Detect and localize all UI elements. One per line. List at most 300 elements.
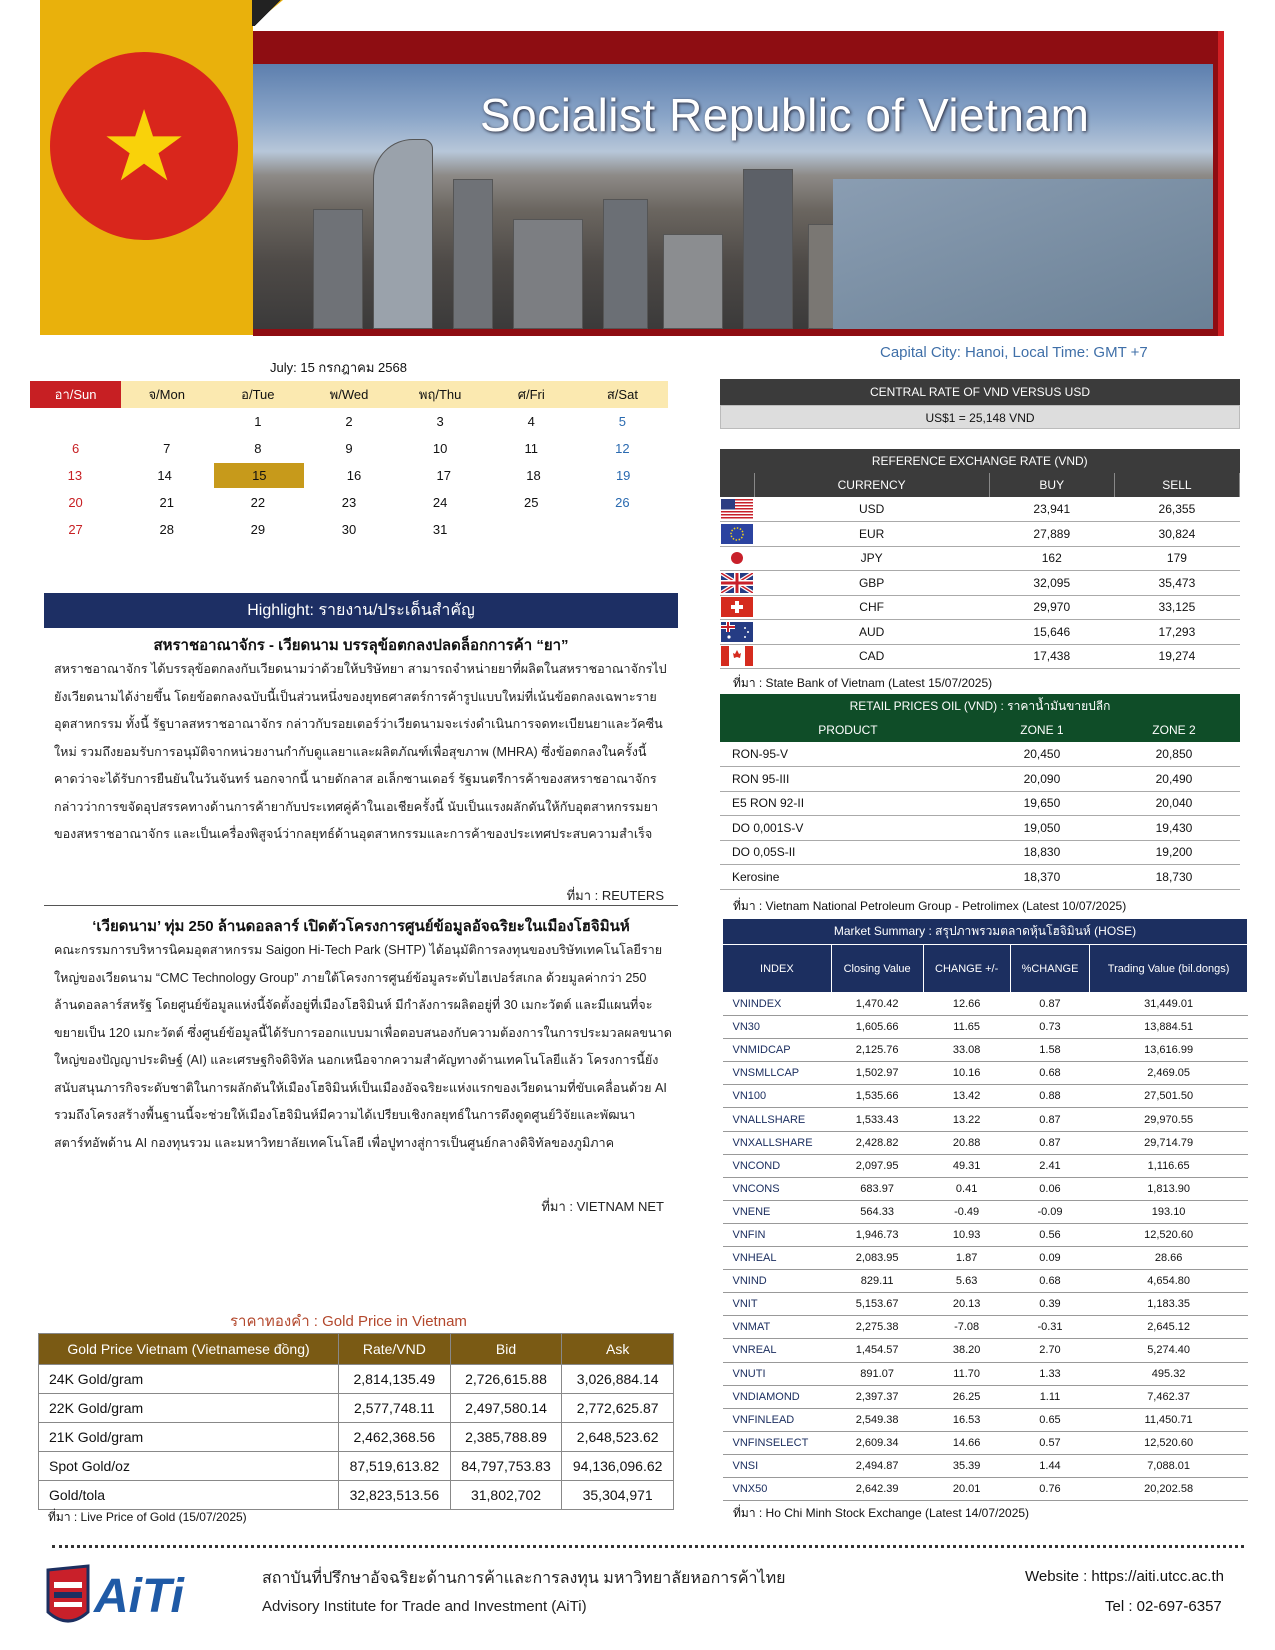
calendar-day: 11 (524, 441, 539, 456)
market-cell: 193.10 (1090, 1200, 1248, 1223)
market-cell: 0.76 (1010, 1477, 1089, 1500)
market-cell: VNUTI (723, 1362, 832, 1385)
calendar-day: 16 (346, 468, 362, 483)
fx-cell: 26,355 (1114, 497, 1239, 522)
calendar-caption: July: 15 กรกฎาคม 2568 (270, 360, 407, 375)
market-cell: VNDIAMOND (723, 1385, 832, 1408)
market-cell: 2.70 (1010, 1339, 1089, 1362)
fx-cell: EUR (754, 522, 989, 547)
market-cell: 12,520.60 (1090, 1223, 1248, 1246)
svg-text:AiTi: AiTi (94, 1570, 184, 1623)
calendar-day: 18 (526, 468, 541, 483)
org-name-thai: สถาบันที่ปรึกษาอัจฉริยะด้านการค้าและการลงทุน มหาวิทยาลัยหอการค้าไทย (262, 1570, 786, 1587)
market-cell: VNMIDCAP (723, 1039, 832, 1062)
market-cell: 2,494.87 (831, 1454, 923, 1477)
oil-cell: 19,200 (1108, 840, 1240, 865)
central-rate-title: CENTRAL RATE OF VND VERSUS USD (720, 379, 1240, 405)
market-cell: 2,609.34 (831, 1431, 923, 1454)
oil-cell: 19,650 (976, 791, 1108, 816)
market-cell: 1,470.42 (831, 993, 923, 1016)
market-cell: 2,275.38 (831, 1316, 923, 1339)
market-cell: VNCONS (723, 1177, 832, 1200)
market-cell: 0.87 (1010, 993, 1089, 1016)
eur-flag-icon (720, 522, 754, 547)
news-source: ที่มา : VIETNAM NET (541, 1199, 664, 1214)
market-cell: VNSI (723, 1454, 832, 1477)
market-row (723, 1223, 1248, 1246)
market-cell: VNMAT (723, 1316, 832, 1339)
fx-cell: 23,941 (989, 497, 1114, 522)
news-source: ที่มา : REUTERS (566, 888, 664, 903)
calendar-day: 21 (159, 495, 174, 510)
gold-cell: 2,462,368.56 (339, 1423, 451, 1452)
market-row (723, 1154, 1248, 1177)
gold-caption: ราคาทองคำ : Gold Price in Vietnam (230, 1313, 467, 1330)
market-cell: VNX50 (723, 1477, 832, 1500)
market-header: Trading Value (bil.dongs) (1090, 945, 1248, 993)
news-body: คณะกรรมการบริหารนิคมอุตสาหกรรม Saigon Hi-Tech Park (SHTP) ได้อนุมัติการลงทุนของบริษัทเทคโนโลยีรายใหญ่ของเวียดนาม “CMC Technology Group” ภายใต้โครงการศูนย์ข้อมูลระดับไฮเปอร์สเกล ด้วยมูลค่ากว่า 250 ล้านดอลลาร์สหรัฐ โดยศูนย์ข้อมูลแห่งนี้จัดตั้งอยู่ที่เมืองโฮจิมินห์ มีกำลังการผลิตอยู่ที่ 30 เมกะวัตต์ และมีแผนที่จะขยายเป็น 120 เมกะวัตต์ ซึ่งศูนย์ข้อมูลนี้ได้รับการออกแบบมาเพื่อตอบสนองกับความต้องการในการประมวลผลขนาดใหญ่ของปัญญาประดิษฐ์ (AI) และเศรษฐกิจดิจิทัล นอกเหนือจากความสำคัญทางด้านเทคโนโลยีแล้ว โครงการนี้ยังสนับสนุนภารกิจระดับชาติในการผลักดันให้เมืองโฮจิมินห์เป็นเมืองอัจฉริยะแห่งแรกของเวียดนามที่ขับเคลื่อนด้วย AI รวมถึงโครงสร้างพื้นฐานนี้จะช่วยให้เมืองโฮจิมินห์มีความได้เปรียบเชิงกลยุทธ์ในการดึงดูดศูนย์วิจัยและพัฒนาสตาร์ทอัพด้าน AI กองทุนรวม และมหาวิทยาลัยเทคโนโลยี เพื่อปูทางสู่การเป็นศูนย์กลางดิจิทัลของภูมิภาค (54, 943, 672, 1150)
fx-cell: 33,125 (1114, 595, 1239, 620)
gold-cell: 22K Gold/gram (39, 1394, 339, 1423)
fx-row (720, 644, 1240, 669)
calendar-day (121, 408, 212, 435)
gold-cell: Gold/tola (39, 1481, 339, 1510)
oil-row (720, 791, 1240, 816)
market-cell: 0.88 (1010, 1085, 1089, 1108)
oil-header: PRODUCT (720, 718, 976, 742)
calendar-day: 27 (68, 522, 83, 537)
market-cell: 20.01 (923, 1477, 1010, 1500)
market-cell: 27,501.50 (1090, 1085, 1248, 1108)
calendar-day: 10 (432, 441, 448, 456)
market-row (723, 1085, 1248, 1108)
oil-price-table (720, 694, 1240, 890)
gold-header: Rate/VND (339, 1334, 451, 1365)
gold-cell: 2,385,788.89 (450, 1423, 562, 1452)
fx-header (720, 473, 754, 497)
market-cell: 5.63 (923, 1270, 1010, 1293)
oil-row (720, 865, 1240, 890)
calendar-day: 24 (432, 495, 448, 510)
gold-cell: 2,497,580.14 (450, 1394, 562, 1423)
gold-cell: 32,823,513.56 (339, 1481, 451, 1510)
gold-row (39, 1423, 674, 1452)
market-cell: VNFIN (723, 1223, 832, 1246)
calendar-day: 20 (68, 495, 83, 510)
calendar-day-header: อ/Tue (212, 381, 303, 408)
market-row (723, 1408, 1248, 1431)
calendar-week (30, 435, 668, 462)
divider (44, 905, 678, 906)
market-cell: -0.49 (923, 1200, 1010, 1223)
calendar-day: 4 (527, 414, 535, 429)
oil-cell: 19,430 (1108, 816, 1240, 841)
exchange-rate-table (720, 449, 1240, 669)
market-cell: VNIND (723, 1270, 832, 1293)
market-cell: 1,183.35 (1090, 1293, 1248, 1316)
gold-header: Ask (562, 1334, 674, 1365)
chf-flag-icon (720, 595, 754, 620)
oil-cell: 20,850 (1108, 742, 1240, 767)
market-cell: -7.08 (923, 1316, 1010, 1339)
market-cell: 12.66 (923, 993, 1010, 1016)
gold-header: Gold Price Vietnam (Vietnamese đồng) (39, 1334, 339, 1365)
calendar-day: 28 (159, 522, 174, 537)
market-row (723, 1247, 1248, 1270)
calendar-day: 7 (163, 441, 171, 456)
fx-cell: 19,274 (1114, 644, 1239, 669)
market-cell: 20,202.58 (1090, 1477, 1248, 1500)
calendar-day: 29 (250, 522, 266, 537)
market-cell: VNHEAL (723, 1247, 832, 1270)
market-cell: 683.97 (831, 1177, 923, 1200)
market-cell: 1,454.57 (831, 1339, 923, 1362)
market-cell: 0.09 (1010, 1247, 1089, 1270)
jpy-flag-icon (720, 546, 754, 571)
gold-cell: 94,136,096.62 (562, 1452, 674, 1481)
market-cell: VNSMLLCAP (723, 1062, 832, 1085)
gold-cell: 2,577,748.11 (339, 1394, 451, 1423)
market-cell: 0.68 (1010, 1062, 1089, 1085)
fx-cell: 32,095 (989, 571, 1114, 596)
gold-cell: 2,648,523.62 (562, 1423, 674, 1452)
website-link[interactable]: Website : https://aiti.utcc.ac.th (1025, 1568, 1224, 1585)
market-cell: 11,450.71 (1090, 1408, 1248, 1431)
fx-row (720, 522, 1240, 547)
oil-cell: DO 0,05S-II (720, 840, 976, 865)
capital-info: Capital City: Hanoi, Local Time: GMT +7 (880, 344, 1148, 361)
fx-cell: 162 (989, 546, 1114, 571)
oil-header: ZONE 1 (976, 718, 1108, 742)
gbp-flag-icon (720, 571, 754, 596)
org-name-english: Advisory Institute for Trade and Investment (AiTi) (262, 1598, 587, 1615)
fx-cell: JPY (754, 546, 989, 571)
market-header: CHANGE +/- (923, 945, 1010, 993)
oil-source: ที่มา : Vietnam National Petroleum Group - Petrolimex (Latest 10/07/2025) (733, 899, 1127, 913)
fx-header: CURRENCY (754, 473, 989, 497)
calendar-week (30, 489, 668, 516)
market-row (723, 1108, 1248, 1131)
oil-cell: RON 95-III (720, 767, 976, 792)
market-cell: 829.11 (831, 1270, 923, 1293)
news-title: สหราชอาณาจักร - เวียดนาม บรรลุข้อตกลงปลดล็อกการค้า “ยา” (153, 637, 569, 654)
fx-cell: CAD (754, 644, 989, 669)
market-row (723, 1339, 1248, 1362)
fx-cell: GBP (754, 571, 989, 596)
market-cell: 1,946.73 (831, 1223, 923, 1246)
oil-cell: 18,730 (1108, 865, 1240, 890)
calendar-day-header: พฤ/Thu (395, 381, 486, 408)
calendar-day: 9 (345, 441, 353, 456)
market-cell: 891.07 (831, 1362, 923, 1385)
usd-flag-icon (720, 497, 754, 522)
fx-cell: 179 (1114, 546, 1239, 571)
gold-row (39, 1394, 674, 1423)
market-cell: 35.39 (923, 1454, 1010, 1477)
market-cell: 29,714.79 (1090, 1131, 1248, 1154)
oil-cell: 20,490 (1108, 767, 1240, 792)
oil-cell: 18,370 (976, 865, 1108, 890)
cad-flag-icon (720, 644, 754, 669)
market-cell: 1,116.65 (1090, 1154, 1248, 1177)
market-cell: VN30 (723, 1016, 832, 1039)
market-cell: 1,502.97 (831, 1062, 923, 1085)
market-cell: 0.73 (1010, 1016, 1089, 1039)
vietnam-flag-emblem (50, 52, 238, 240)
market-cell: VNIT (723, 1293, 832, 1316)
gold-cell: 35,304,971 (562, 1481, 674, 1510)
market-cell: 20.88 (923, 1131, 1010, 1154)
star-icon: ★ (100, 91, 188, 201)
market-cell: 13,616.99 (1090, 1039, 1248, 1062)
market-cell: VNALLSHARE (723, 1108, 832, 1131)
calendar-day (486, 516, 577, 543)
central-rate-value: US$1 = 25,148 VND (720, 405, 1240, 429)
calendar-day (30, 408, 121, 435)
gold-row (39, 1365, 674, 1394)
market-cell: VNFINSELECT (723, 1431, 832, 1454)
calendar-week (30, 516, 668, 543)
market-cell: 10.93 (923, 1223, 1010, 1246)
market-header: Closing Value (831, 945, 923, 993)
gold-row (39, 1481, 674, 1510)
market-cell: 0.87 (1010, 1131, 1089, 1154)
market-cell: 5,274.40 (1090, 1339, 1248, 1362)
market-cell: VNREAL (723, 1339, 832, 1362)
market-cell: VNENE (723, 1200, 832, 1223)
market-header: INDEX (723, 945, 832, 993)
fx-cell: 35,473 (1114, 571, 1239, 596)
fx-source: ที่มา : State Bank of Vietnam (Latest 15/07/2025) (733, 676, 993, 690)
market-row (723, 1454, 1248, 1477)
market-cell: 12,520.60 (1090, 1431, 1248, 1454)
calendar-day: 3 (436, 414, 444, 429)
oil-row (720, 816, 1240, 841)
market-row (723, 1131, 1248, 1154)
market-cell: 4,654.80 (1090, 1270, 1248, 1293)
aud-flag-icon (720, 620, 754, 645)
calendar-day: 17 (436, 468, 451, 483)
market-cell: 2,097.95 (831, 1154, 923, 1177)
market-row (723, 1200, 1248, 1223)
market-summary-table (722, 918, 1248, 1501)
market-cell: VNFINLEAD (723, 1408, 832, 1431)
oil-cell: E5 RON 92-II (720, 791, 976, 816)
market-cell: 564.33 (831, 1200, 923, 1223)
market-row (723, 1293, 1248, 1316)
market-cell: 0.41 (923, 1177, 1010, 1200)
gold-cell: 2,772,625.87 (562, 1394, 674, 1423)
fx-cell: 17,293 (1114, 620, 1239, 645)
calendar-day-header: ศ/Fri (486, 381, 577, 408)
calendar-day-header: พ/Wed (303, 381, 394, 408)
market-cell: 2,645.12 (1090, 1316, 1248, 1339)
market-cell: 13.22 (923, 1108, 1010, 1131)
market-cell: 2,083.95 (831, 1247, 923, 1270)
calendar-day: 26 (615, 495, 630, 510)
oil-cell: 20,040 (1108, 791, 1240, 816)
fx-cell: 17,438 (989, 644, 1114, 669)
market-cell: 1,813.90 (1090, 1177, 1248, 1200)
calendar-day-header: ส/Sat (577, 381, 668, 408)
market-row (723, 1362, 1248, 1385)
market-cell: 1.33 (1010, 1362, 1089, 1385)
market-cell: 7,088.01 (1090, 1454, 1248, 1477)
calendar-day: 5 (618, 414, 627, 429)
market-cell: 0.39 (1010, 1293, 1089, 1316)
market-cell: 0.65 (1010, 1408, 1089, 1431)
highlight-bar: Highlight: รายงาน/ประเด็นสำคัญ (44, 593, 678, 628)
calendar-day: 8 (254, 441, 262, 456)
calendar-header (30, 381, 668, 408)
market-row (723, 1270, 1248, 1293)
market-cell: 5,153.67 (831, 1293, 923, 1316)
gold-price-table (38, 1333, 674, 1510)
market-cell: 1,535.66 (831, 1085, 923, 1108)
market-cell: VN100 (723, 1085, 832, 1108)
calendar-day: 30 (341, 522, 357, 537)
market-cell: 14.66 (923, 1431, 1010, 1454)
market-cell: 20.13 (923, 1293, 1010, 1316)
market-row (723, 1385, 1248, 1408)
market-cell: 2,549.38 (831, 1408, 923, 1431)
central-rate-box (720, 379, 1240, 429)
calendar-day: 2 (345, 414, 353, 429)
market-cell: 29,970.55 (1090, 1108, 1248, 1131)
market-cell: 1,533.43 (831, 1108, 923, 1131)
gold-cell: 21K Gold/gram (39, 1423, 339, 1452)
market-cell: 49.31 (923, 1154, 1010, 1177)
market-cell: 28.66 (1090, 1247, 1248, 1270)
page-title: Socialist Republic of Vietnam (480, 89, 1090, 141)
news-title: ‘เวียดนาม’ ทุ่ม 250 ล้านดอลลาร์ เปิดตัวโครงการศูนย์ข้อมูลอัจฉริยะในเมืองโฮจิมินห์ (92, 918, 630, 935)
oil-cell: 20,090 (976, 767, 1108, 792)
oil-cell: 19,050 (976, 816, 1108, 841)
market-cell: 1.58 (1010, 1039, 1089, 1062)
market-row (723, 1316, 1248, 1339)
fx-cell: AUD (754, 620, 989, 645)
fx-header: BUY (989, 473, 1114, 497)
market-cell: -0.31 (1010, 1316, 1089, 1339)
calendar-day: 14 (157, 468, 172, 483)
market-cell: 11.70 (923, 1362, 1010, 1385)
calendar-day: 12 (615, 441, 630, 456)
calendar-day: 25 (524, 495, 539, 510)
market-row (723, 993, 1248, 1016)
market-cell: 1.87 (923, 1247, 1010, 1270)
market-cell: 11.65 (923, 1016, 1010, 1039)
fx-cell: 29,970 (989, 595, 1114, 620)
oil-header: ZONE 2 (1108, 718, 1240, 742)
calendar-day: 13 (67, 468, 83, 483)
oil-cell: Kerosine (720, 865, 976, 890)
gold-cell: 84,797,753.83 (450, 1452, 562, 1481)
fx-title: REFERENCE EXCHANGE RATE (VND) (720, 449, 1240, 473)
calendar-day: 1 (254, 414, 262, 429)
market-cell: VNCOND (723, 1154, 832, 1177)
market-header: %CHANGE (1010, 945, 1089, 993)
fx-header: SELL (1114, 473, 1239, 497)
calendar-day: 31 (432, 522, 448, 537)
oil-cell: 20,450 (976, 742, 1108, 767)
market-cell: 2.41 (1010, 1154, 1089, 1177)
oil-title: RETAIL PRICES OIL (VND) : ราคาน้ำมันขายปลีก (720, 694, 1240, 718)
market-cell: 1.44 (1010, 1454, 1089, 1477)
market-cell: 1,605.66 (831, 1016, 923, 1039)
fx-row (720, 497, 1240, 522)
calendar-day: 22 (250, 495, 266, 510)
calendar-day-header: จ/Mon (121, 381, 212, 408)
fx-row (720, 595, 1240, 620)
market-cell: 26.25 (923, 1385, 1010, 1408)
news-body: สหราชอาณาจักร ได้บรรลุข้อตกลงกับเวียดนามว่าด้วยให้บริษัทยา สามารถจำหน่ายยาที่ผลิตในสหราชอาณาจักรไปยังเวียดนามได้ง่ายขึ้น โดยข้อตกลงฉบับนี้เป็นส่วนหนึ่งของยุทธศาสตร์การค้ารูปแบบใหม่ที่เน้นข้อตกลงเฉพาะรายอุตสาหกรรม ทั้งนี้ รัฐบาลสหราชอาณาจักร กล่าวกับรอยเตอร์ว่าเวียดนามจะเร่งดำเนินการจดทะเบียนยาและวัคซีนใหม่ รวมถึงยอมรับการอนุมัติจากหน่วยงานกำกับดูแลยาและผลิตภัณฑ์เพื่อสุขภาพ (MHRA) ซึ่งข้อตกลงในครั้งนี้ คาดว่าจะได้รับการยืนยันในวันจันทร์ นอกจากนี้ นายดักลาส อเล็กซานเดอร์ รัฐมนตรีการค้าของสหราชอาณาจักร กล่าวว่าการขจัดอุปสรรคทางด้านการค้ายากับประเทศคู่ค้าในเอเชียครั้งนี้ นับเป็นแรงผลักดันให้กับอุตสาหกรรมยาของสหราชอาณาจักร และเป็นเครื่องพิสูจน์ว่ากลยุทธ์ด้านอุตสาหกรรมและการค้าของประเทศประสบความสำเร็จ (54, 662, 667, 841)
oil-row (720, 742, 1240, 767)
gold-source: ที่มา : Live Price of Gold (15/07/2025) (48, 1510, 247, 1524)
market-cell: 2,397.37 (831, 1385, 923, 1408)
telephone: Tel : 02-697-6357 (1105, 1598, 1222, 1615)
market-cell: 2,642.39 (831, 1477, 923, 1500)
fx-cell: CHF (754, 595, 989, 620)
market-cell: 0.56 (1010, 1223, 1089, 1246)
market-cell: -0.09 (1010, 1200, 1089, 1223)
gold-header: Bid (450, 1334, 562, 1365)
market-cell: 31,449.01 (1090, 993, 1248, 1016)
calendar-day: 19 (615, 468, 631, 483)
fx-cell: 30,824 (1114, 522, 1239, 547)
market-row (723, 1039, 1248, 1062)
gold-row (39, 1452, 674, 1481)
market-cell: VNXALLSHARE (723, 1131, 832, 1154)
market-row (723, 1016, 1248, 1039)
calendar-day: 23 (341, 495, 357, 510)
market-row (723, 1477, 1248, 1500)
calendar-week (30, 462, 668, 489)
aiti-logo (40, 1562, 250, 1634)
oil-cell: 18,830 (976, 840, 1108, 865)
market-cell: 38.20 (923, 1339, 1010, 1362)
market-cell: 0.57 (1010, 1431, 1089, 1454)
market-cell: 16.53 (923, 1408, 1010, 1431)
fx-row (720, 546, 1240, 571)
fx-cell: 27,889 (989, 522, 1114, 547)
market-row (723, 1431, 1248, 1454)
footer-divider (52, 1545, 1244, 1548)
gold-cell: 2,726,615.88 (450, 1365, 562, 1394)
market-cell: 1.11 (1010, 1385, 1089, 1408)
oil-row (720, 767, 1240, 792)
market-cell: 2,125.76 (831, 1039, 923, 1062)
calendar-day: 15 (214, 463, 304, 488)
market-cell: 2,428.82 (831, 1131, 923, 1154)
market-cell: 10.16 (923, 1062, 1010, 1085)
gold-cell: 2,814,135.49 (339, 1365, 451, 1394)
fx-cell: 15,646 (989, 620, 1114, 645)
market-cell: 2,469.05 (1090, 1062, 1248, 1085)
oil-row (720, 840, 1240, 865)
market-cell: 0.87 (1010, 1108, 1089, 1131)
corner-decoration (252, 0, 284, 26)
fx-cell: USD (754, 497, 989, 522)
market-cell: 33.08 (923, 1039, 1010, 1062)
market-row (723, 1062, 1248, 1085)
market-row (723, 1177, 1248, 1200)
market-cell: VNINDEX (723, 993, 832, 1016)
gold-cell: Spot Gold/oz (39, 1452, 339, 1481)
gold-cell: 31,802,702 (450, 1481, 562, 1510)
calendar-day-header: อา/Sun (30, 381, 121, 408)
oil-cell: DO 0,001S-V (720, 816, 976, 841)
market-title: Market Summary : สรุปภาพรวมตลาดหุ้นโฮจิมินห์ (HOSE) (723, 919, 1248, 945)
